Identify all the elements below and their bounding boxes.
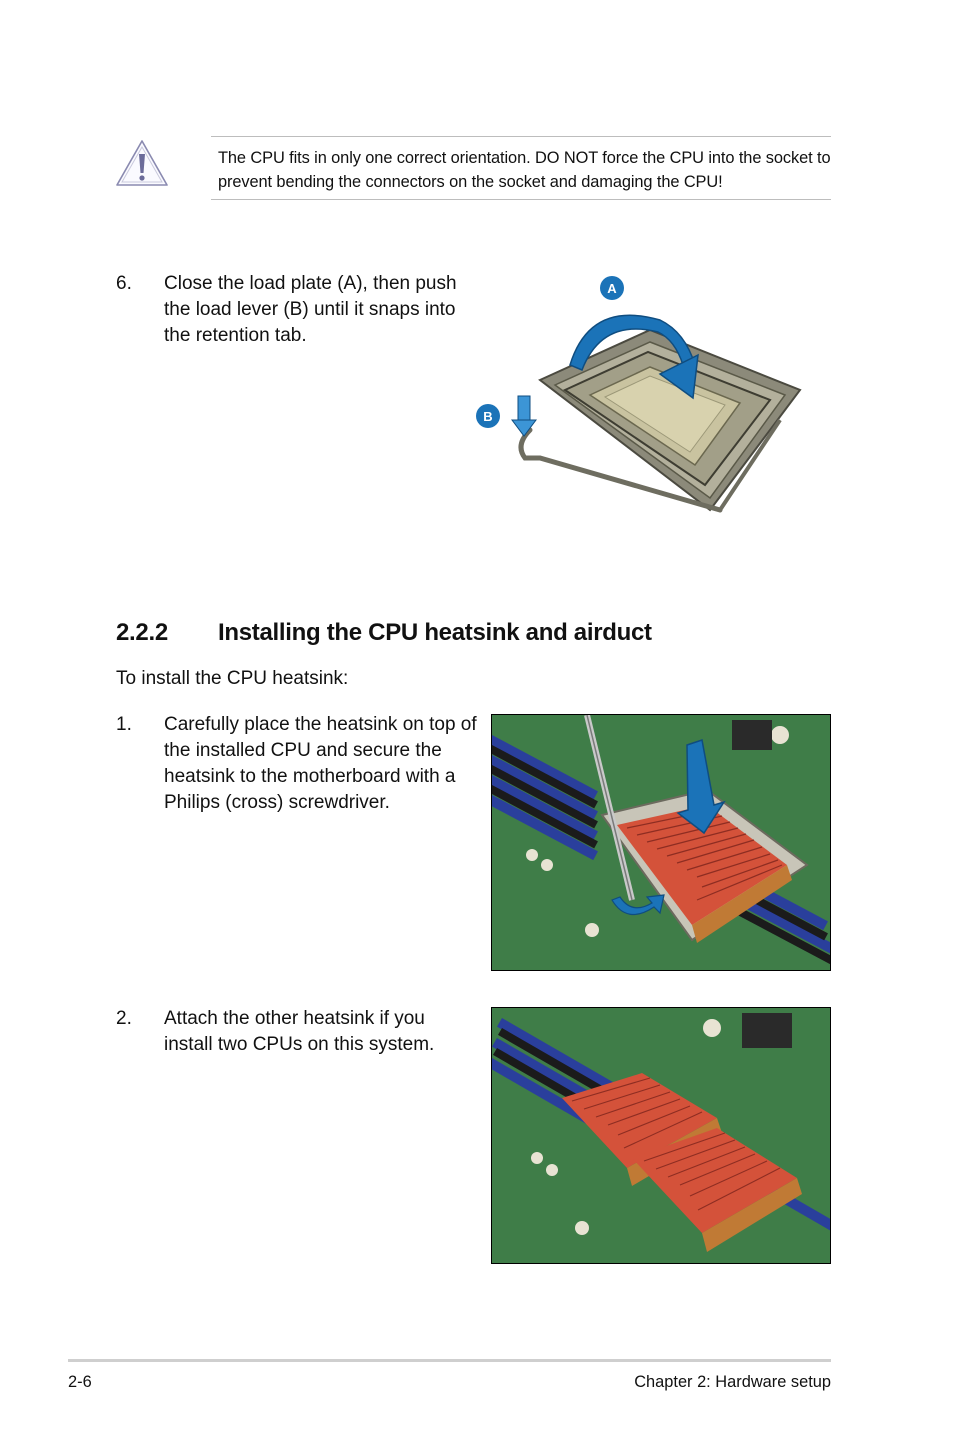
- section-number: 2.2.2: [116, 619, 168, 646]
- page-number: 2-6: [68, 1373, 92, 1391]
- section-title: Installing the CPU heatsink and airduct: [218, 619, 652, 646]
- step-1-text: Carefully place the heatsink on top of the installed CPU and secure the heatsink to the motherboard with a Philips (cross) screwdriver.: [164, 714, 477, 813]
- label-a: A: [607, 281, 617, 296]
- step-6-number: 6.: [116, 273, 132, 294]
- warning-triangle-icon: [114, 138, 170, 188]
- step-6-text: Close the load plate (A), then push the load lever (B) until it snaps into the retention tab.: [164, 273, 457, 346]
- section-heading: [116, 619, 652, 647]
- step-1-number: 1.: [116, 714, 132, 735]
- step-2-text: Attach the other heatsink if you install two CPUs on this system.: [164, 1008, 435, 1055]
- footer-rule: [68, 1359, 831, 1362]
- notice-top-rule: [211, 136, 831, 137]
- step-2-number: 2.: [116, 1008, 132, 1029]
- intro-text: To install the CPU heatsink:: [116, 668, 349, 689]
- notice-bottom-rule: [211, 199, 831, 200]
- heatsink-install-photo: [491, 714, 831, 971]
- chapter-title: Chapter 2: Hardware setup: [634, 1373, 831, 1391]
- caution-notice-text: The CPU fits in only one correct orientation. DO NOT force the CPU into the socket to prevent bending the connectors on the socket and damaging the CPU!: [218, 149, 831, 191]
- dual-heatsink-photo: [491, 1007, 831, 1264]
- label-b: B: [483, 409, 493, 424]
- cpu-socket-illustration: [470, 270, 810, 520]
